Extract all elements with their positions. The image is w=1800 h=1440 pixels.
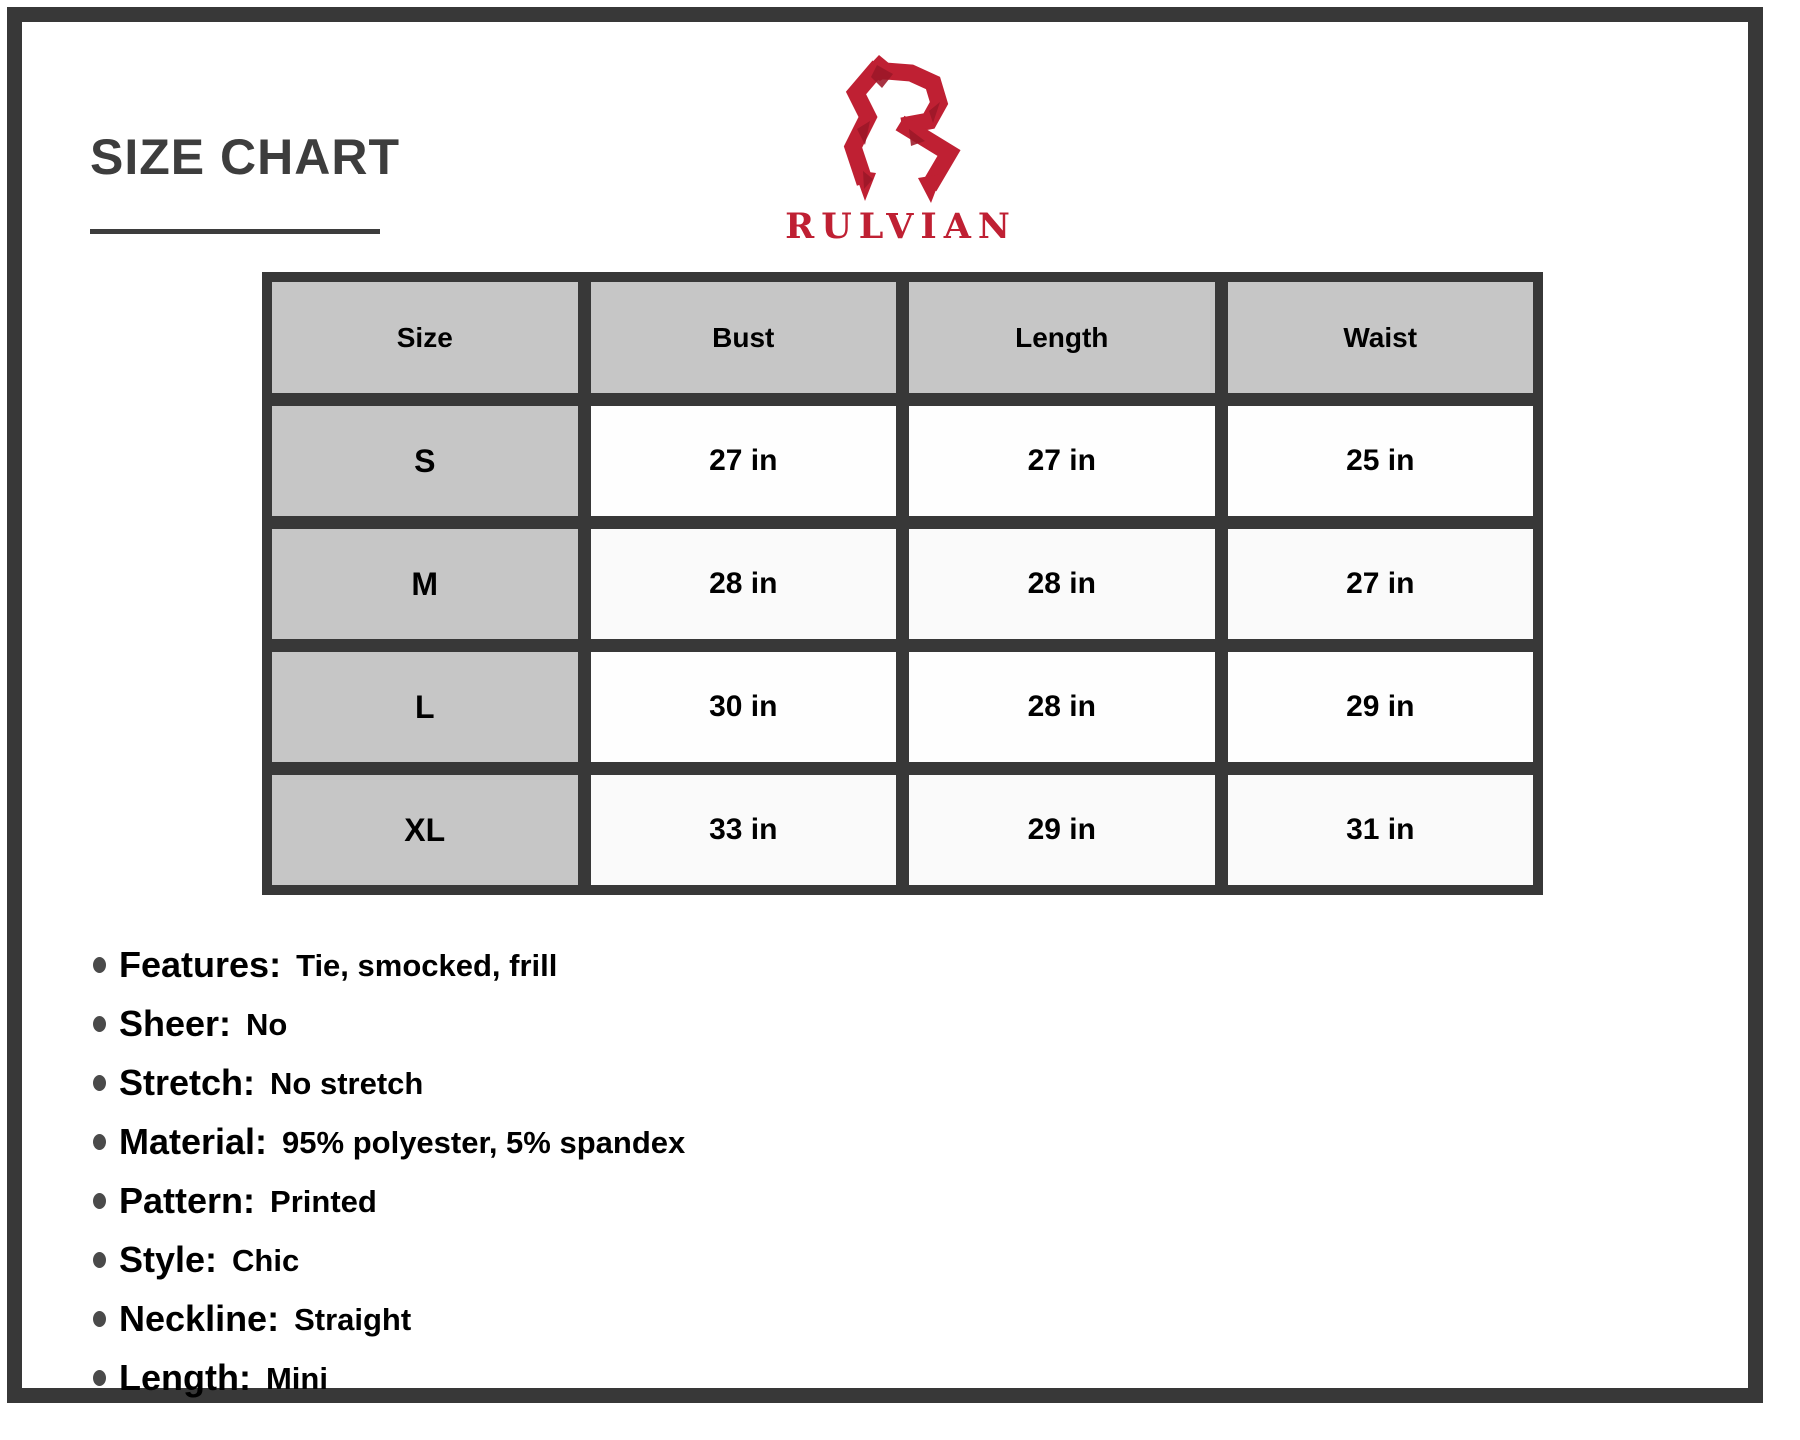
detail-style	[93, 1230, 1293, 1289]
detail-label: Sheer:	[119, 1002, 232, 1044]
bullet-icon	[93, 1370, 106, 1386]
detail-value: Mini	[265, 1360, 328, 1396]
cell-xl-length: 29 in	[909, 775, 1215, 885]
detail-label: Neckline:	[119, 1297, 280, 1339]
cell-m-waist: 27 in	[1228, 529, 1534, 639]
detail-features	[93, 935, 1293, 994]
column-header-size: Size	[272, 282, 578, 393]
detail-value: Chic	[232, 1242, 300, 1278]
detail-value: Tie, smocked, frill	[296, 947, 558, 983]
cell-s-length: 27 in	[909, 406, 1215, 516]
detail-value: Straight	[294, 1301, 412, 1337]
detail-value: Printed	[270, 1183, 377, 1219]
detail-sheer	[93, 994, 1293, 1053]
title-underline	[90, 229, 380, 234]
bullet-icon	[93, 1134, 106, 1150]
detail-label: Style:	[119, 1238, 218, 1280]
cell-l-waist: 29 in	[1228, 652, 1534, 762]
cell-xl-bust: 33 in	[591, 775, 897, 885]
bullet-icon	[93, 1016, 106, 1032]
detail-neckline	[93, 1289, 1293, 1348]
detail-length	[93, 1348, 1293, 1407]
detail-label: Features:	[119, 943, 282, 985]
detail-material	[93, 1112, 1293, 1171]
column-header-length: Length	[909, 282, 1215, 393]
column-header-bust: Bust	[591, 282, 897, 393]
page-title: SIZE CHART	[90, 129, 400, 185]
bullet-icon	[93, 1075, 106, 1091]
row-label-m: M	[272, 529, 578, 639]
bullet-icon	[93, 1311, 106, 1327]
brand-logo-icon	[843, 52, 963, 204]
detail-label: Stretch:	[119, 1061, 256, 1103]
detail-stretch	[93, 1053, 1293, 1112]
detail-value: 95% polyester, 5% spandex	[282, 1124, 686, 1160]
cell-l-length: 28 in	[909, 652, 1215, 762]
cell-l-bust: 30 in	[591, 652, 897, 762]
cell-m-length: 28 in	[909, 529, 1215, 639]
column-header-waist: Waist	[1228, 282, 1534, 393]
cell-xl-waist: 31 in	[1228, 775, 1534, 885]
cell-s-waist: 25 in	[1228, 406, 1534, 516]
detail-label: Pattern:	[119, 1179, 256, 1221]
detail-label: Material:	[119, 1120, 268, 1162]
detail-label: Length:	[119, 1356, 251, 1398]
bullet-icon	[93, 1252, 106, 1268]
bullet-icon	[93, 957, 106, 973]
brand-wordmark: RULVIAN	[785, 206, 1017, 247]
detail-value: No	[246, 1006, 288, 1042]
detail-value: No stretch	[270, 1065, 424, 1101]
row-label-xl: XL	[272, 775, 578, 885]
size-table	[262, 272, 1543, 895]
row-label-s: S	[272, 406, 578, 516]
detail-pattern	[93, 1171, 1293, 1230]
product-details-list	[93, 935, 1293, 1407]
row-label-l: L	[272, 652, 578, 762]
cell-s-bust: 27 in	[591, 406, 897, 516]
cell-m-bust: 28 in	[591, 529, 897, 639]
bullet-icon	[93, 1193, 106, 1209]
